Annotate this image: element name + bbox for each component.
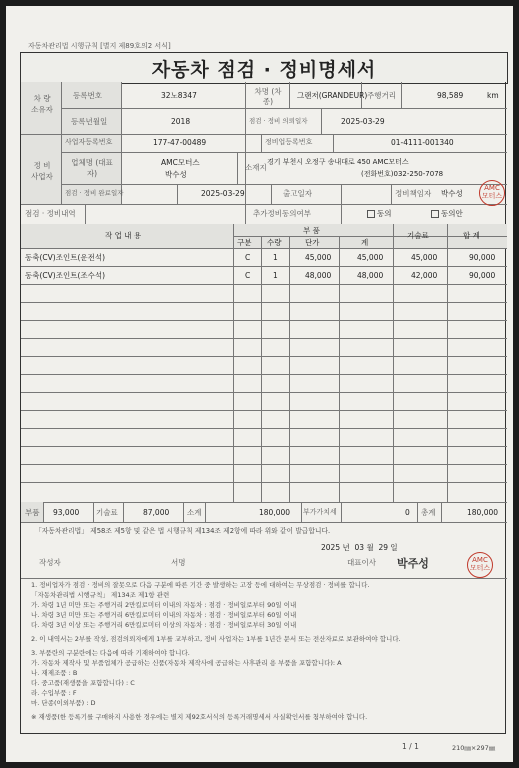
disagree-text: 동의안 [441, 209, 463, 218]
shop-reg-value: 01-4111-001340 [391, 138, 454, 147]
note-3: 가. 차령 1년 미만 또는 주행거리 2만킬로미터 이내의 자동차 : 점검 · 정비일로부터 90일 이내 [31, 601, 297, 609]
parts-header: 부 품 [303, 226, 320, 235]
col-unit: 단가 [305, 238, 320, 247]
delivery-label: 출고일자 [283, 189, 312, 198]
grand-total-label: 총계 [421, 508, 436, 517]
row2-type: C [245, 271, 251, 280]
row2-total: 90,000 [469, 271, 496, 280]
labor-total: 87,000 [143, 508, 170, 517]
date-month: 03 [354, 543, 365, 552]
shop-name-label: 업체명 (대표자) [71, 158, 113, 178]
note-5: 다. 차령 3년 이상 또는 주행거리 6만킬로미터 이상의 자동차 : 점검 · 정비일로부터 30일 이내 [31, 621, 297, 629]
author-sign: 서명 [171, 558, 186, 567]
shop-stamp: AMC 모터스 [479, 180, 505, 206]
date-year: 2025 [321, 543, 341, 552]
disagree-option [431, 210, 463, 218]
row1-amount: 45,000 [357, 253, 384, 262]
row1-total: 90,000 [469, 253, 496, 262]
date-year-unit: 년 [342, 543, 350, 552]
note-7: 3. 부품란의 구분란에는 다음에 따라 기재하여야 합니다. [31, 649, 190, 657]
note-8: 가. 자동차 제작사 및 부품업체가 공급하는 신품(자동차 제작사에 공급하는 사후관리 용 부품을 포함합니다): A [31, 659, 342, 667]
biz-no-value: 177-47-00489 [153, 138, 207, 147]
biz-no-label: 사업자등록번호 [65, 138, 113, 146]
completion-label: 점검 · 정비 완료일자 [65, 189, 124, 197]
agree-text: 동의 [377, 209, 392, 218]
shop-section-label: 정 비 사업자 [31, 161, 53, 182]
completion-date: 2025-03-29 [201, 189, 245, 198]
row1-unit: 45,000 [305, 253, 332, 262]
address-value: 경기 부천시 오정구 송내대로 450 AMC모터스 [267, 158, 409, 166]
repair-date-value: 2025-03-29 [341, 117, 385, 126]
rep-stamp: AMC 모터스 [467, 552, 493, 578]
note-9: 나. 재제조품 : B [31, 669, 78, 677]
issue-date [321, 544, 398, 552]
content-label: 점검 · 정비내역 [25, 209, 76, 218]
agree-option [367, 210, 392, 218]
row1-labor: 45,000 [411, 253, 438, 262]
document-sheet [6, 6, 513, 762]
row1-qty: 1 [273, 253, 278, 262]
row1-work: 동축(CV)조인트(운전석) [25, 253, 106, 262]
page-number: 1 / 1 [402, 742, 419, 751]
subtotal-label: 소계 [187, 508, 202, 517]
parts-total: 93,000 [53, 508, 80, 517]
model-label: 차명 (차종) [254, 87, 282, 106]
reg-no-value: 32노8347 [161, 91, 197, 100]
date-day-unit: 일 [390, 543, 398, 552]
subtotal: 180,000 [259, 508, 291, 517]
form-header-note: 자동차관리법 시행규칙 [별지 제89호의2 서식] [28, 42, 171, 50]
address-label: 소재지 [245, 163, 267, 172]
col-amount: 계 [361, 238, 369, 247]
date-day: 29 [378, 543, 389, 552]
declaration-text: 「자동차관리법」 제58조 제5항 및 같은 법 시행규칙 제134조 제2항에 따라 위와 같이 발급합니다. [35, 527, 331, 535]
paper-size: 210㎜×297㎜ [452, 744, 496, 752]
disagree-checkbox [431, 210, 439, 218]
note-10: 다. 중고품(재생품을 포함합니다) : C [31, 679, 135, 687]
row2-unit: 48,000 [305, 271, 332, 280]
note-4: 나. 차령 3년 미만 또는 주행거리 6만킬로미터 이내의 자동차 : 점검 · 정비일로부터 60일 이내 [31, 611, 297, 619]
owner-section-label: 차 량 소유자 [31, 94, 53, 114]
document-title: 자동차 점검 · 정비명세서 [20, 52, 508, 84]
col-type: 구분 [237, 238, 252, 247]
repair-statement-form [20, 82, 506, 734]
work-header: 작 업 내 용 [105, 231, 142, 240]
row2-qty: 1 [273, 271, 278, 280]
row2-work: 동축(CV)조인트(조수석) [25, 271, 106, 280]
labor-header: 기술료 [407, 231, 429, 240]
shop-representative: 박수성 [165, 170, 187, 179]
note-11: 라. 수입부품 : F [31, 689, 77, 697]
mileage-label: 주행거리 [367, 91, 396, 100]
row2-amount: 48,000 [357, 271, 384, 280]
agree-checkbox [367, 210, 375, 218]
row2-labor: 42,000 [411, 271, 438, 280]
vat: 0 [405, 508, 410, 517]
shop-reg-label: 정비업등록번호 [265, 138, 313, 146]
vat-label: 부가가치세 [303, 508, 337, 516]
mileage-unit: km [487, 91, 499, 100]
shop-name: AMC모터스 [161, 158, 200, 167]
phone-value: (전화번호)032-250-7078 [361, 170, 444, 178]
note-13: ※ 재생품(한 등록기를 구매하지 사용한 경우에는 별지 제92호서식의 등록거래명세서 사실확인서를 첨부하여야 합니다. [31, 713, 368, 721]
col-qty: 수량 [267, 238, 282, 247]
repair-date-label: 점검 · 정비 의뢰일자 [249, 117, 308, 125]
note-1: 1. 정비업자가 점검 · 정비의 잘못으로 다음 구분에 따른 기간 중 발생하는 고장 등에 대하여는 무상점검 · 정비를 합니다. [31, 581, 370, 589]
manager-label: 정비책임자 [395, 189, 432, 198]
labor-total-label: 기술료 [96, 508, 118, 517]
row1-type: C [245, 253, 251, 262]
model-value: 그랜저(GRANDEUR) [297, 91, 368, 100]
note-6: 2. 이 내역서는 2부를 작성, 점검의뢰자에게 1부를 교부하고, 정비 사업자는 1부를 1년간 문서 또는 전산자료로 보관하여야 합니다. [31, 635, 401, 643]
rep-signature: 박주성 [397, 557, 429, 570]
parts-total-label: 부품 [25, 508, 40, 517]
extra-consent-label: 추가정비동의여부 [253, 209, 311, 218]
author-label: 작성자 [39, 558, 61, 567]
reg-no-label: 등록번호 [73, 91, 102, 100]
grand-total: 180,000 [467, 508, 499, 517]
note-2: 「자동차관리법 시행규칙」 제134조 제1항 관련 [31, 591, 170, 599]
date-month-unit: 월 [366, 543, 374, 552]
total-header: 합 계 [463, 231, 480, 240]
reg-date-label: 등록년월일 [71, 117, 108, 126]
mileage-value: 98,589 [437, 91, 464, 100]
reg-date-value: 2018 [171, 117, 191, 126]
manager-name: 박수성 [441, 189, 463, 198]
rep-label: 대표이사 [347, 558, 376, 567]
note-12: 마. 단종(이외부품) : D [31, 699, 96, 707]
